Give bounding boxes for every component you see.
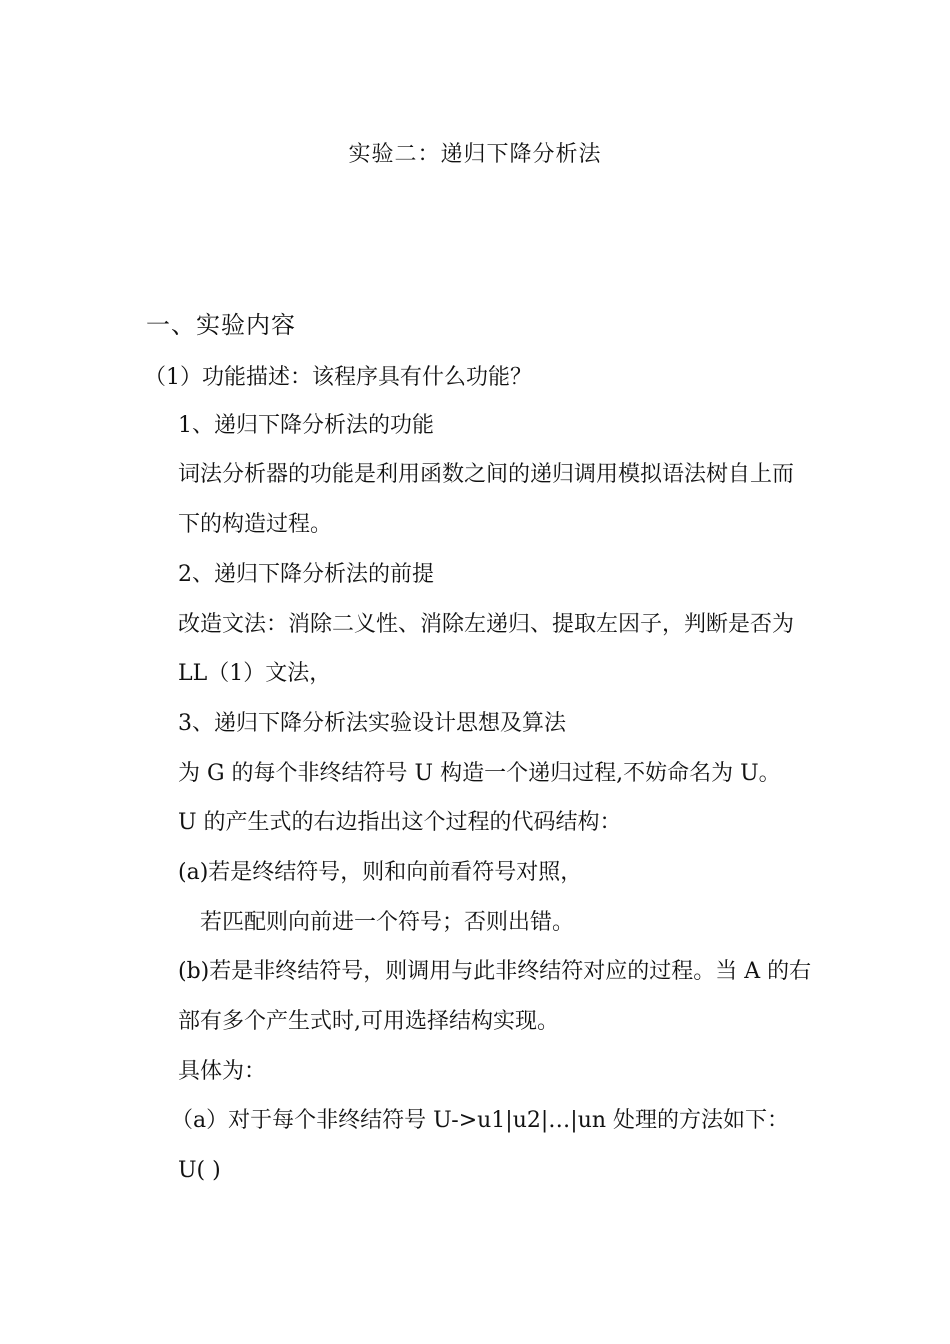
subheading-premise: 2、递归下降分析法的前提 (178, 562, 434, 587)
paragraph-line: 下的构造过程。 (178, 512, 333, 537)
section-heading: 一、实验内容 (146, 311, 296, 339)
rule-a-continuation: 若匹配则向前进一个符号；否则出错。 (200, 910, 575, 935)
paragraph-line: 改造文法：消除二义性、消除左递归、提取左因子，判断是否为 (178, 612, 795, 637)
procedure-description: （a）对于每个非终结符号 U->u1|u2|…|un 处理的方法如下： (171, 1108, 790, 1133)
paragraph-line: 为 G 的每个非终结符号 U 构造一个递归过程,不妨命名为 U。 (178, 761, 781, 786)
document-title: 实验二：递归下降分析法 (348, 142, 602, 167)
subheading-function: 1、递归下降分析法的功能 (178, 413, 434, 438)
code-line: U( ) (178, 1158, 221, 1183)
subheading-design: 3、递归下降分析法实验设计思想及算法 (178, 711, 566, 736)
rule-a-line: (a)若是终结符号，则和向前看符号对照， (178, 860, 583, 885)
paragraph-line: LL（1）文法， (178, 661, 332, 686)
paragraph-line: 词法分析器的功能是利用函数之间的递归调用模拟语法树自上而 (178, 462, 795, 487)
question-line: （1）功能描述：该程序具有什么功能？ (144, 365, 532, 390)
paragraph-line: 具体为： (178, 1059, 267, 1084)
rule-b-continuation: 部有多个产生式时,可用选择结构实现。 (178, 1009, 559, 1034)
paragraph-line: U 的产生式的右边指出这个过程的代码结构： (178, 810, 622, 835)
rule-b-line: (b)若是非终结符号，则调用与此非终结符对应的过程。当 A 的右 (178, 959, 812, 984)
